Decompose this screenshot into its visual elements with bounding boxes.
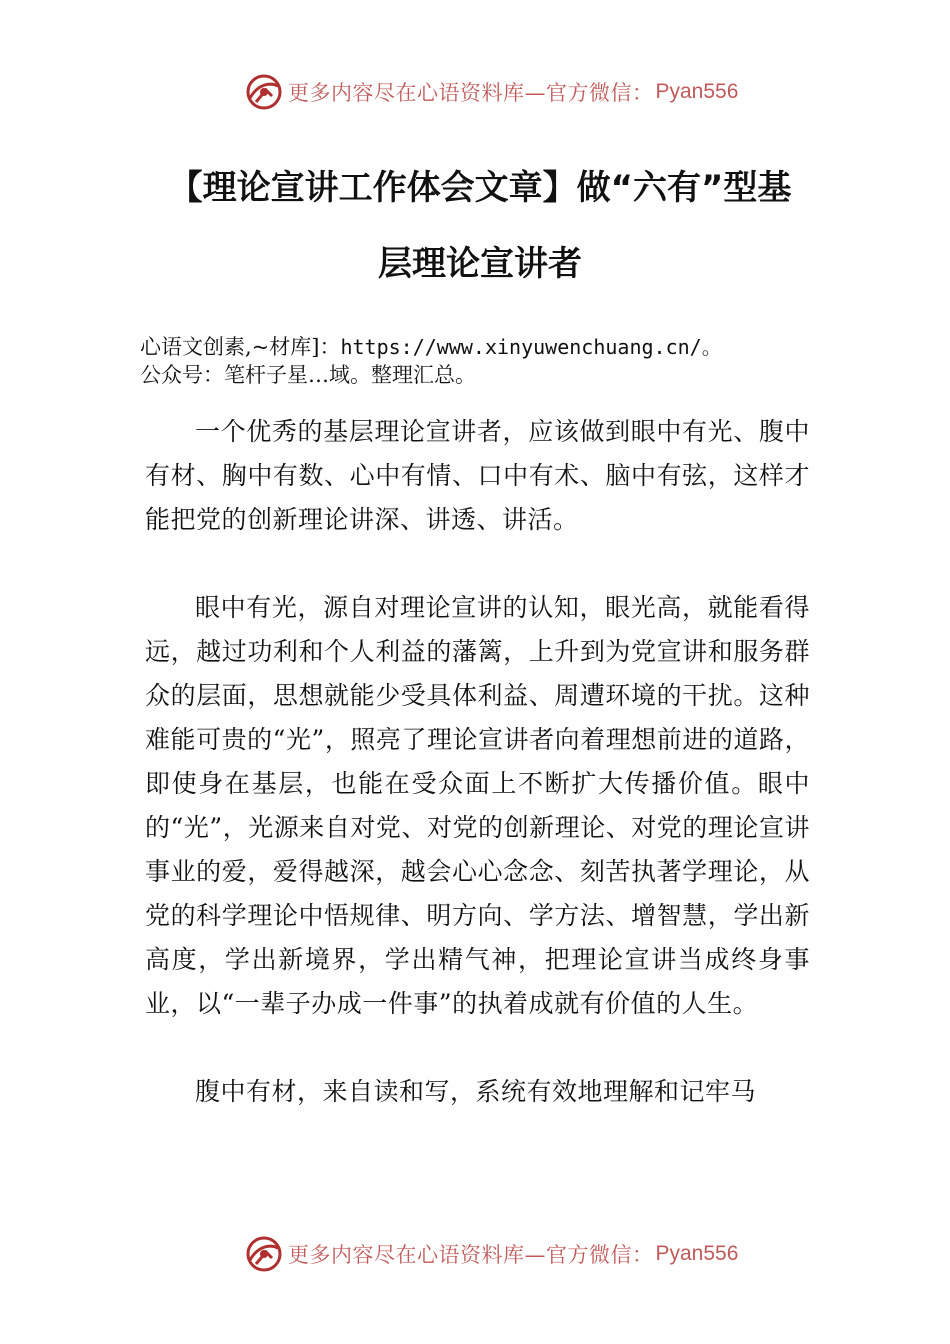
header-banner-wechat-id: Pyan556 <box>655 80 739 103</box>
paragraph: 眼中有光，源自对理论宣讲的认知，眼光高，就能看得远，越过功利和个人利益的藩篱，上升到为党宣讲和服务群众的层面，思想就能少受具体利益、周遭环境的干扰。这种难能可贵的“光”，照亮了理论宣讲者向着理想前进的道路，即使身在基层，也能在受众面上不断扩大传播价值。眼中的“光”，光源来自对党、对党的创新理论、对党的理论宣讲事业的爱，爱得越深，越会心心念念、刻苦执著学理论，从党的科学理论中悟规律、明方向、学方法、增智慧，学出新高度，学出新境界，学出精气神，把理论宣讲当成终身事业，以“一辈子办成一件事”的执着成就有价值的人生。 <box>145 593 810 1018</box>
footer-banner-wechat-id: Pyan556 <box>655 1242 739 1265</box>
source-line-1 <box>140 333 840 361</box>
paragraph: 一个优秀的基层理论宣讲者，应该做到眼中有光、腹中有材、胸中有数、心中有情、口中有术、脑中有弦，这样才能把党的创新理论讲深、讲透、讲活。 <box>145 417 810 534</box>
title-line-2: 层理论宣讲者 <box>378 244 582 284</box>
footer-banner-text: 更多内容尽在心语资料库—官方微信： <box>288 1243 654 1267</box>
source-line-2: 公众号：笔杆子星…域。整理汇总。 <box>140 363 476 387</box>
source-url[interactable]: https://www.xinyuwenchuang.cn/。 <box>340 335 722 359</box>
source-prefix: 心语文创素,~材库]： <box>140 335 341 359</box>
source-info <box>140 333 840 389</box>
title-line-1: 【理论宣讲工作体会文章】做“六有”型基 <box>168 168 792 208</box>
header-banner[interactable] <box>244 70 738 114</box>
footer-banner[interactable] <box>244 1232 738 1276</box>
article-body <box>145 410 810 1114</box>
page-title <box>140 150 820 302</box>
paragraph: 腹中有材，来自读和写，系统有效地理解和记牢马 <box>195 1077 757 1106</box>
brand-logo-icon <box>244 1234 284 1274</box>
header-banner-text: 更多内容尽在心语资料库—官方微信： <box>288 81 654 105</box>
brand-logo-icon <box>244 72 284 112</box>
